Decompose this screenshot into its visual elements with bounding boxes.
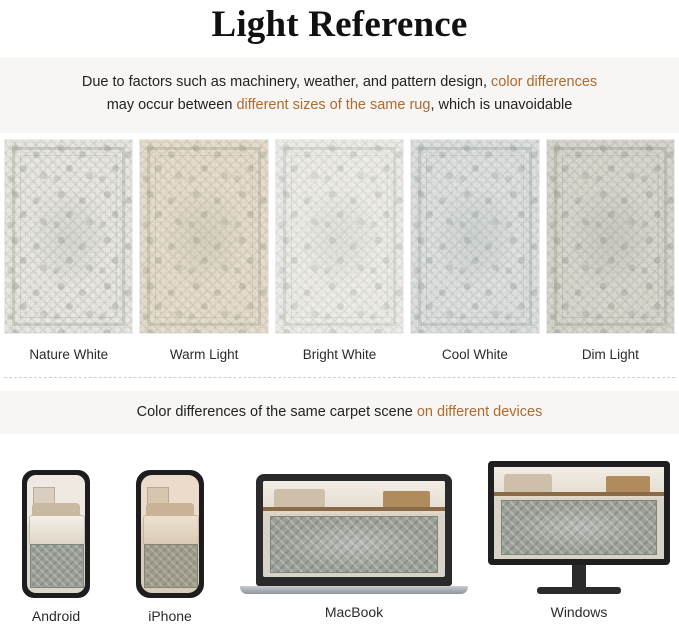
notice-text-part2: may occur between — [106, 97, 237, 113]
monitor-neck — [572, 565, 586, 587]
monitor-foot — [537, 587, 621, 594]
device-macbook — [240, 474, 468, 620]
bed — [29, 515, 84, 545]
floor-rug — [30, 544, 83, 588]
warm-tint-overlay — [141, 475, 199, 593]
iphone-screen — [141, 475, 199, 593]
device-row — [0, 446, 679, 624]
android-phone-body — [22, 470, 90, 598]
light-tint-overlay — [547, 140, 674, 333]
rug-image-dim-light — [546, 139, 675, 334]
sofa — [504, 474, 552, 492]
lighting-swatch-row — [0, 133, 679, 362]
lighting-swatch-warm-light — [139, 139, 268, 362]
device-heading-highlight: on different devices — [416, 404, 543, 420]
sofa — [274, 489, 325, 508]
lighting-swatch-caption: Warm Light — [169, 347, 239, 362]
light-tint-overlay — [276, 140, 403, 333]
lighting-swatch-nature-white — [4, 139, 133, 362]
notice-text-part1: Due to factors such as machinery, weather, and pattern design, — [81, 74, 492, 90]
notice-text-part3: , which is unavoidable — [430, 97, 573, 113]
device-caption-macbook: MacBook — [324, 604, 384, 620]
notice-highlight-different-sizes: different sizes of the same rug — [236, 97, 431, 113]
room-scene-horizontal — [494, 467, 664, 559]
device-comparison-heading — [0, 391, 679, 434]
floor-rug — [270, 516, 437, 574]
table — [383, 491, 430, 508]
macbook-lid — [256, 474, 452, 586]
monitor-screen — [494, 467, 664, 559]
color-difference-notice — [0, 57, 679, 133]
macbook-screen — [263, 481, 445, 577]
monitor-frame — [488, 461, 670, 565]
device-iphone — [136, 470, 204, 624]
device-caption-iphone: iPhone — [148, 608, 192, 624]
notice-highlight-color-differences: color differences — [491, 74, 598, 90]
lighting-swatch-caption: Dim Light — [581, 347, 639, 362]
light-tint-overlay — [5, 140, 132, 333]
lighting-swatch-dim-light — [546, 139, 675, 362]
device-caption-android: Android — [31, 608, 81, 624]
device-heading-part1: Color differences of the same carpet scene — [136, 404, 417, 420]
room-scene-horizontal — [263, 481, 445, 577]
room-scene-vertical — [141, 475, 199, 593]
rug-image-bright-white — [275, 139, 404, 334]
lighting-swatch-caption: Cool White — [441, 347, 508, 362]
light-tint-overlay — [411, 140, 538, 333]
lighting-swatch-cool-white — [410, 139, 539, 362]
table — [606, 476, 650, 493]
page-title: Light Reference — [211, 4, 468, 45]
lighting-swatch-caption: Nature White — [29, 347, 109, 362]
section-divider — [4, 377, 675, 378]
room-scene-vertical — [27, 475, 85, 593]
iphone-body — [136, 470, 204, 598]
device-windows — [484, 461, 674, 620]
android-screen — [27, 475, 85, 593]
rug-image-cool-white — [410, 139, 539, 334]
baseboard — [494, 492, 664, 496]
rug-image-nature-white — [4, 139, 133, 334]
baseboard — [263, 507, 445, 511]
device-caption-windows: Windows — [550, 604, 608, 620]
light-tint-overlay — [140, 140, 267, 333]
lighting-swatch-bright-white — [275, 139, 404, 362]
device-android — [22, 470, 90, 624]
rug-image-warm-light — [139, 139, 268, 334]
lighting-swatch-caption: Bright White — [302, 347, 377, 362]
macbook-base — [240, 586, 468, 594]
floor-rug — [501, 500, 657, 555]
